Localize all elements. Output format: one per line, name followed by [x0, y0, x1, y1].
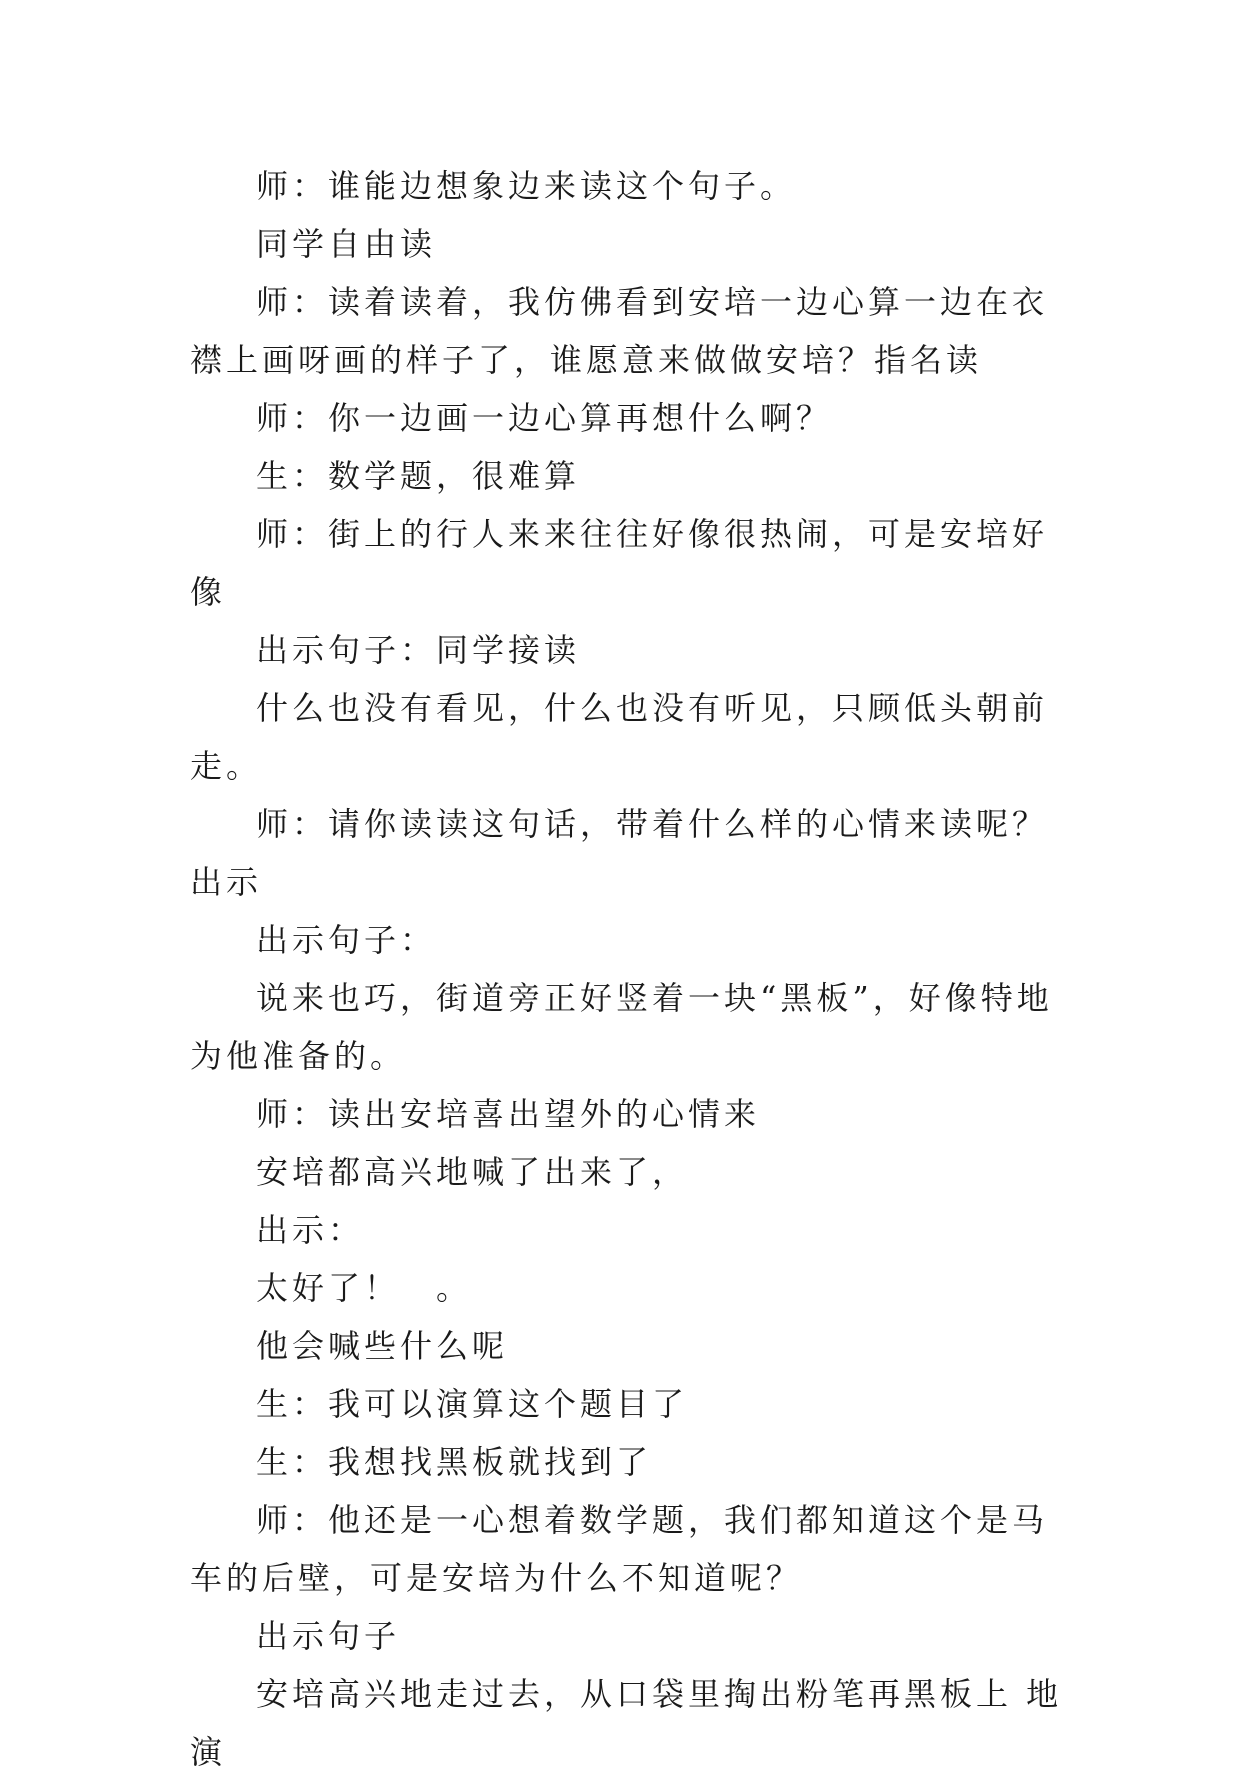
- paragraph: 出示：: [256, 1211, 365, 1249]
- paragraph: 生：数学题，很难算: [256, 457, 581, 495]
- paragraph: 说来也巧，街道旁正好竖着一块“黑板”，好像特地为他准备的。: [190, 979, 1053, 1075]
- paragraph: 出示句子: [256, 1617, 401, 1655]
- paragraph: 师：谁能边想象边来读这个句子。: [256, 167, 797, 205]
- paragraph: 太好了！ 。: [256, 1269, 473, 1307]
- paragraph: 师：读出安培喜出望外的心情来: [256, 1095, 761, 1133]
- paragraph: 师：请你读读这句话，带着什么样的心情来读呢？出示: [190, 805, 1049, 901]
- paragraph: 安培高兴地走过去，从口袋里掏出粉笔再黑板上 地演: [190, 1675, 1063, 1771]
- paragraph: 师：街上的行人来来往往好像很热闹，可是安培好像: [190, 515, 1049, 611]
- document-body: [190, 157, 1070, 1781]
- paragraph: 他会喊些什么呢: [256, 1327, 509, 1365]
- paragraph: 师：他还是一心想着数学题，我们都知道这个是马车的后壁，可是安培为什么不知道呢？: [190, 1501, 1049, 1597]
- paragraph: 生：我可以演算这个题目了: [256, 1385, 689, 1423]
- paragraph: 什么也没有看见，什么也没有听见，只顾低头朝前走。: [190, 689, 1049, 785]
- paragraph: 同学自由读: [256, 225, 437, 263]
- paragraph: 出示句子：: [256, 921, 437, 959]
- paragraph: 生：我想找黑板就找到了: [256, 1443, 653, 1481]
- paragraph: 安培都高兴地喊了出来了，: [256, 1153, 689, 1191]
- paragraph: 师：读着读着，我仿佛看到安培一边心算一边在衣襟上画呀画的样子了，谁愿意来做做安培？指名读: [190, 283, 1049, 379]
- paragraph: 师：你一边画一边心算再想什么啊？: [256, 399, 833, 437]
- paragraph: 出示句子：同学接读: [256, 631, 581, 669]
